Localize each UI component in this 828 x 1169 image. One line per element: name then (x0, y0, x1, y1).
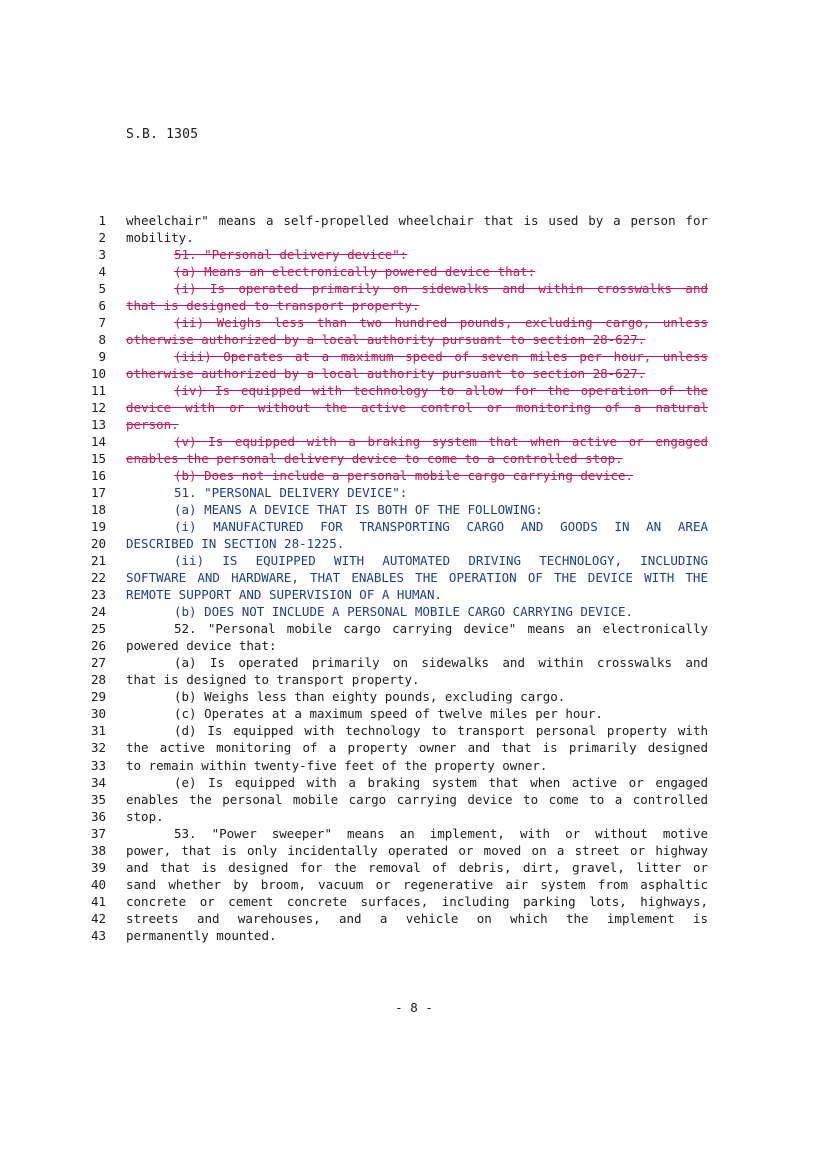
line-number: 12 (90, 400, 106, 416)
line-number: 33 (90, 757, 106, 773)
line-number: 2 (98, 230, 106, 246)
bill-line (88, 467, 708, 484)
line-number: 4 (98, 264, 106, 280)
bill-line (88, 671, 708, 688)
bill-line (88, 365, 708, 382)
line-number: 3 (98, 247, 106, 263)
bill-text-body (88, 212, 708, 944)
line-number: 39 (90, 859, 106, 875)
bill-line (88, 722, 708, 739)
line-number: 14 (90, 434, 106, 450)
bill-line (88, 637, 708, 654)
page-number: - 8 - (395, 1000, 433, 1015)
bill-line (88, 705, 708, 722)
line-text: to remain within twenty-five feet of the property owner. (126, 757, 548, 773)
bill-line (88, 808, 708, 825)
inserted-text: 51. "PERSONAL DELIVERY DEVICE": (174, 485, 408, 501)
bill-line (88, 314, 708, 331)
stricken-text: 51. "Personal delivery device": (174, 247, 408, 263)
bill-line (88, 263, 708, 280)
bill-line (88, 739, 708, 756)
bill-line (88, 331, 708, 348)
bill-line (88, 876, 708, 893)
stricken-text: that is designed to transport property. (126, 298, 420, 314)
bill-line (88, 348, 708, 365)
line-text: sand whether by broom, vacuum or regenerative air system from asphaltic (126, 876, 708, 892)
line-text: power, that is only incidentally operated or moved on a street or highway (126, 842, 708, 858)
bill-line (88, 688, 708, 705)
line-number: 16 (90, 468, 106, 484)
bill-line (88, 246, 708, 263)
line-text: powered device that: (126, 638, 277, 654)
line-text: 53. "Power sweeper" means an implement, with or without motive (174, 825, 708, 841)
line-number: 28 (90, 672, 106, 688)
bill-line (88, 229, 708, 246)
line-number: 18 (90, 502, 106, 518)
bill-number-header: S.B. 1305 (126, 127, 199, 142)
line-text: and that is designed for the removal of debris, dirt, gravel, litter or (126, 859, 708, 875)
stricken-text: enables the personal delivery device to come to a controlled stop. (126, 451, 623, 467)
line-text: 52. "Personal mobile cargo carrying device" means an electronically (174, 621, 708, 637)
line-number: 1 (98, 213, 106, 228)
bill-line (88, 450, 708, 467)
line-number: 21 (90, 553, 106, 569)
line-number: 29 (90, 689, 106, 705)
line-number: 9 (98, 349, 106, 365)
line-number: 23 (90, 587, 106, 603)
line-number: 35 (90, 791, 106, 807)
line-number: 31 (90, 723, 106, 739)
line-number: 22 (90, 570, 106, 586)
line-number: 34 (90, 774, 106, 790)
bill-line (88, 893, 708, 910)
stricken-text: (a) Means an electronically powered device that: (174, 264, 536, 280)
bill-line (88, 212, 708, 229)
bill-line (88, 654, 708, 671)
line-number: 8 (98, 332, 106, 348)
stricken-text: otherwise authorized by a local authority pursuant to section 28-627. (126, 332, 646, 348)
line-number: 37 (90, 825, 106, 841)
inserted-text: (i) MANUFACTURED FOR TRANSPORTING CARGO AND GOODS IN AN AREA (174, 519, 708, 535)
stricken-text: otherwise authorized by a local authority pursuant to section 28-627. (126, 366, 646, 382)
bill-line (88, 433, 708, 450)
line-number: 20 (90, 536, 106, 552)
stricken-text: (ii) Weighs less than two hundred pounds, excluding cargo, unless (174, 315, 708, 331)
bill-line (88, 774, 708, 791)
line-number: 40 (90, 876, 106, 892)
line-number: 41 (90, 893, 106, 909)
line-text: enables the personal mobile cargo carrying device to come to a controlled (126, 791, 708, 807)
line-text: streets and warehouses, and a vehicle on which the implement is (126, 910, 708, 926)
inserted-text: SOFTWARE AND HARDWARE, THAT ENABLES THE OPERATION OF THE DEVICE WITH THE (126, 570, 708, 586)
bill-line (88, 910, 708, 927)
line-text: (b) Weighs less than eighty pounds, excluding cargo. (174, 689, 566, 705)
line-number: 17 (90, 485, 106, 501)
inserted-text: (ii) IS EQUIPPED WITH AUTOMATED DRIVING TECHNOLOGY, INCLUDING (174, 553, 708, 569)
bill-line (88, 535, 708, 552)
line-number: 15 (90, 451, 106, 467)
line-text: (e) Is equipped with a braking system that when active or engaged (174, 774, 708, 790)
stricken-text: device with or without the active control or monitoring of a natural (126, 400, 708, 416)
line-number: 36 (90, 808, 106, 824)
bill-line (88, 842, 708, 859)
line-text: stop. (126, 808, 164, 824)
line-number: 26 (90, 638, 106, 654)
inserted-text: (a) MEANS A DEVICE THAT IS BOTH OF THE FOLLOWING: (174, 502, 543, 518)
line-number: 30 (90, 706, 106, 722)
line-text: mobility. (126, 230, 194, 246)
line-number: 10 (90, 366, 106, 382)
bill-line (88, 297, 708, 314)
line-text: that is designed to transport property. (126, 672, 420, 688)
line-text: permanently mounted. (126, 927, 277, 943)
line-number: 19 (90, 519, 106, 535)
line-number: 43 (90, 927, 106, 943)
stricken-text: person. (126, 417, 179, 433)
bill-line (88, 280, 708, 297)
line-number: 11 (90, 383, 106, 399)
line-number: 7 (98, 315, 106, 331)
line-text: wheelchair" means a self-propelled wheelchair that is used by a person for (126, 213, 708, 228)
bill-line (88, 484, 708, 501)
line-number: 13 (90, 417, 106, 433)
bill-line (88, 382, 708, 399)
line-text: (c) Operates at a maximum speed of twelve miles per hour. (174, 706, 603, 722)
line-text: (d) Is equipped with technology to transport personal property with (174, 723, 708, 739)
line-number: 38 (90, 842, 106, 858)
line-text: concrete or cement concrete surfaces, including parking lots, highways, (126, 893, 708, 909)
line-number: 24 (90, 604, 106, 620)
bill-line (88, 825, 708, 842)
stricken-text: (v) Is equipped with a braking system that when active or engaged (174, 434, 708, 450)
bill-line (88, 757, 708, 774)
inserted-text: DESCRIBED IN SECTION 28-1225. (126, 536, 345, 552)
line-text: the active monitoring of a property owner and that is primarily designed (126, 740, 708, 756)
bill-line (88, 552, 708, 569)
bill-line (88, 620, 708, 637)
stricken-text: (iv) Is equipped with technology to allow for the operation of the (174, 383, 708, 399)
line-number: 25 (90, 621, 106, 637)
stricken-text: (iii) Operates at a maximum speed of seven miles per hour, unless (174, 349, 708, 365)
inserted-text: (b) DOES NOT INCLUDE A PERSONAL MOBILE CARGO CARRYING DEVICE. (174, 604, 634, 620)
bill-line (88, 586, 708, 603)
bill-line (88, 927, 708, 944)
line-text: (a) Is operated primarily on sidewalks and within crosswalks and (174, 655, 708, 671)
bill-line (88, 518, 708, 535)
bill-line (88, 791, 708, 808)
bill-line (88, 416, 708, 433)
line-number: 27 (90, 655, 106, 671)
bill-line (88, 501, 708, 518)
bill-line (88, 569, 708, 586)
bill-line (88, 603, 708, 620)
line-number: 5 (98, 281, 106, 297)
bill-line (88, 399, 708, 416)
stricken-text: (i) Is operated primarily on sidewalks and within crosswalks and (174, 281, 708, 297)
line-number: 6 (98, 298, 106, 314)
stricken-text: (b) Does not include a personal mobile cargo carrying device. (174, 468, 634, 484)
inserted-text: REMOTE SUPPORT AND SUPERVISION OF A HUMAN. (126, 587, 443, 603)
line-number: 32 (90, 740, 106, 756)
bill-line (88, 859, 708, 876)
line-number: 42 (90, 910, 106, 926)
